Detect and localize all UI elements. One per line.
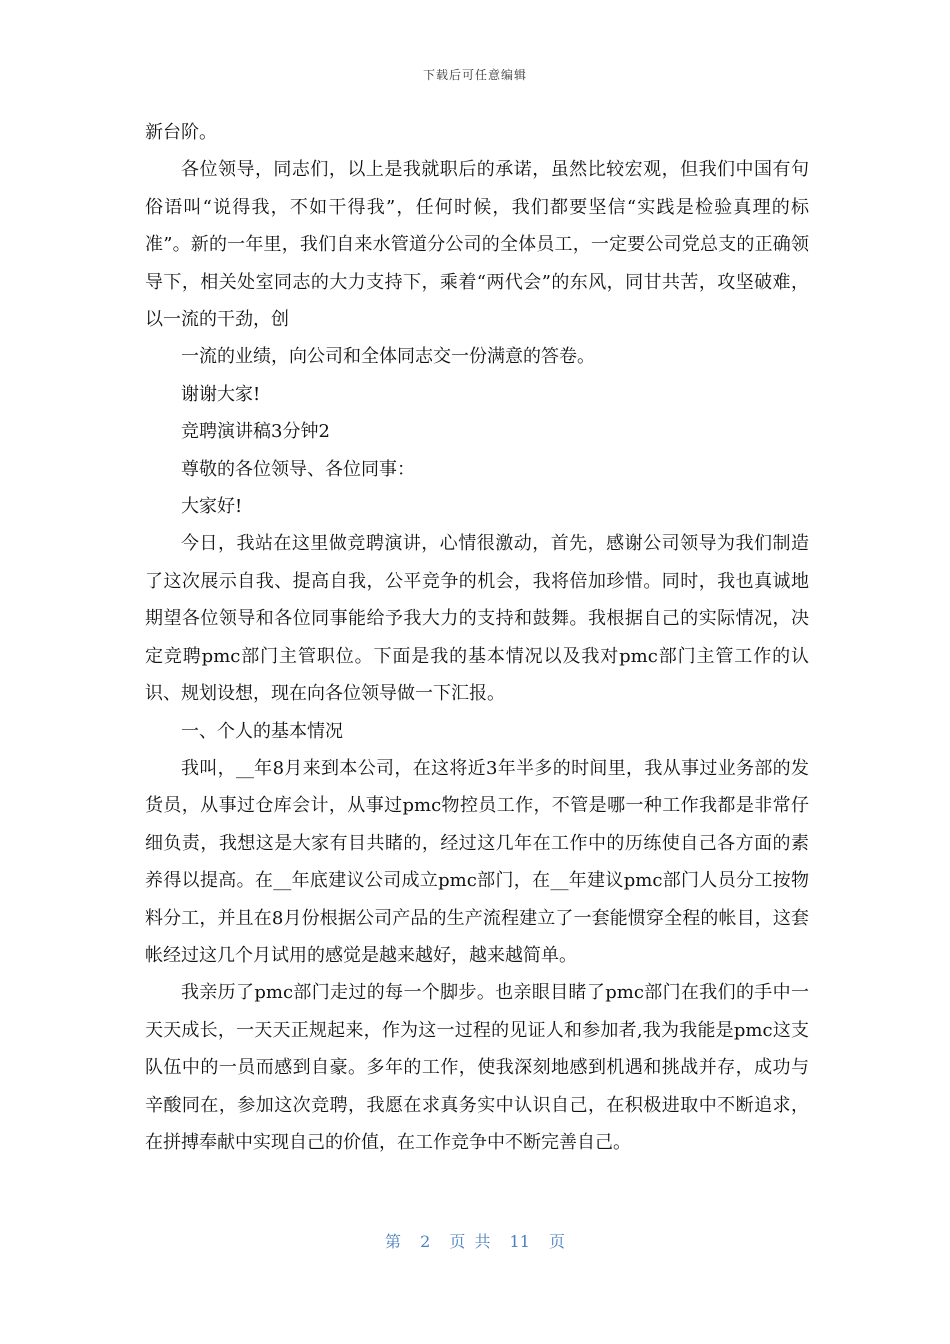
page-footer bbox=[0, 1229, 950, 1252]
paragraph: 一流的业绩，向公司和全体同志交一份满意的答卷。 bbox=[181, 346, 595, 368]
paragraph: 大家好! bbox=[181, 496, 243, 518]
paragraph: 谢谢大家! bbox=[181, 383, 261, 405]
paragraph: 我叫，__年8月来到本公司，在这将近3年半多的时间里，我从事过业务部的发货员，从事过仓库会计，从事过pmc物控员工作，不管是哪一种工作我都是非常仔细负责，我想这是大家有目共睹的，经过这几年在工作中的历练使自己各方面的素养得以提高。在__年底建议公司成立pmc部门，在__年建议pmc部门人员分工按物料分工，并且在8月份根据公司产品的生产流程建立了一套能惯穿全程的帐目，这套帐经过这几个月试用的感觉是越来越好，越来越简单。 bbox=[145, 757, 809, 966]
paragraph: 尊敬的各位领导、各位同事： bbox=[181, 458, 415, 480]
paragraph: 今日，我站在这里做竞聘演讲，心情很激动，首先，感谢公司领导为我们制造了这次展示自我、提高自我，公平竞争的机会，我将倍加珍惜。同时，我也真诚地期望各位领导和各位同事能给予我大力的支持和鼓舞。我根据自己的实际情况，决定竞聘pmc部门主管职位。下面是我的基本情况以及我对pmc部门主管工作的认识、规划设想，现在向各位领导做一下汇报。 bbox=[145, 533, 809, 705]
paragraph: 我亲历了pmc部门走过的每一个脚步。也亲眼目睹了pmc部门在我们的手中一天天成长，一天天正规起来，作为这一过程的见证人和参加者,我为我能是pmc这支队伍中的一员而感到自豪。多年的工作，使我深刻地感到机遇和挑战并存，成功与辛酸同在，参加这次竞聘，我愿在求真务实中认识自己，在积极进取中不断追求，在拼搏奉献中实现自己的价值，在工作竞争中不断完善自己。 bbox=[145, 982, 809, 1153]
paragraph: 竞聘演讲稿3分钟2 bbox=[181, 421, 330, 443]
paragraph: 各位领导，同志们，以上是我就职后的承诺，虽然比较宏观，但我们中国有句俗语叫“说得我，不如干得我”，任何时候，我们都要坚信“实践是检验真理的标准”。新的一年里，我们自来水管道分公司的全体员工，一定要公司党总支的正确领导下，相关处室同志的大力支持下，乘着“两代会”的东风，同甘共苦，攻坚破难，以一流的干劲，创 bbox=[145, 159, 809, 331]
current-page-number: 2 bbox=[420, 1232, 431, 1251]
page-number-prefix: 第 bbox=[384, 1232, 401, 1251]
total-page-count: 11 bbox=[509, 1232, 530, 1251]
page-header: 下载后可任意编辑 bbox=[422, 68, 527, 82]
paragraph: 新台阶。 bbox=[145, 122, 217, 143]
paragraph: 一、个人的基本情况 bbox=[181, 720, 343, 742]
document-body bbox=[145, 114, 809, 1161]
page-number-middle: 页 共 bbox=[449, 1232, 491, 1251]
page-number-suffix: 页 bbox=[549, 1232, 566, 1251]
